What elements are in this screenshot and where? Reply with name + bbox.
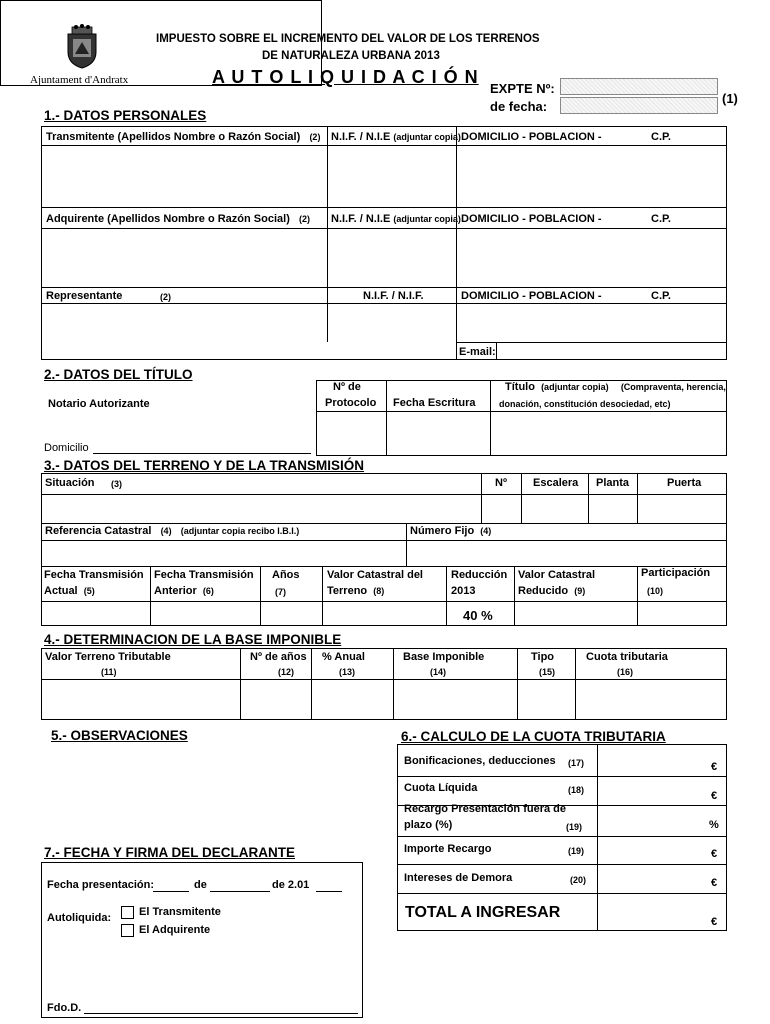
ref-12: (12) [278,667,295,677]
cp-label: C.P. [651,213,671,225]
ref-catastral-input[interactable] [43,542,404,565]
importe-recargo-label: Importe Recargo [404,843,492,855]
ref-16: (16) [617,667,634,677]
fecha-escritura-label: Fecha Escritura [393,397,476,409]
ref-11: (11) [101,667,117,677]
fecha-mes-input[interactable] [211,877,269,890]
ref-17: (17) [568,758,585,768]
fecha-ano-input[interactable] [317,877,341,890]
ref-19b: (19) [568,846,585,856]
representante-ref: (2) [160,292,171,302]
ft-anterior-label-1: Fecha Transmisión [154,569,254,581]
ft-anterior-label-2: Anterior (6) [154,585,214,597]
note-ref-1: (1) [722,91,738,106]
ft-anterior-input[interactable] [152,603,258,625]
transmitente-address-input[interactable] [458,148,725,205]
fdo-label: Fdo.D. [47,1002,82,1014]
protocolo-label-1: Nº de [333,381,361,393]
bonificaciones-label: Bonificaciones, deducciones [404,755,556,767]
domicilio-label: DOMICILIO - POBLACION - [461,213,602,225]
form-subtitle: A U T O L I Q U I D A C I Ó N [212,67,479,87]
section-6-title: 6.- CALCULO DE LA CUOTA TRIBUTARIA [401,729,666,744]
reduccion-label-1: Reducción [451,569,508,581]
adquirente-address-input[interactable] [458,230,725,285]
section-3-title: 3.- DATOS DEL TERRENO Y DE LA TRANSMISIÓN [44,458,365,473]
adquirente-label: Adquirente (Apellidos Nombre o Razón Social) (2) [46,213,311,225]
fecha-label: de fecha: [490,99,548,114]
fecha-escritura-input[interactable] [388,413,488,454]
coat-of-arms-logo [62,24,102,70]
nif-nie-label: N.I.F. / N.I.E (adjuntar copia) [331,131,461,143]
num-anos-label: Nº de años [250,651,307,663]
fecha-presentacion-label: Fecha presentación: [47,879,154,891]
situacion-ref: (3) [111,479,122,489]
situacion-input[interactable] [43,496,479,522]
ref-18: (18) [568,785,585,795]
vc-reducido-label-1: Valor Catastral [518,569,596,581]
pct-anual-label: % Anual [322,651,365,663]
section-2-title: 2.- DATOS DEL TÍTULO [44,367,193,382]
cuota-liquida-label: Cuota Líquida [404,782,478,794]
section-7-title: 7.- FECHA Y FIRMA DEL DECLARANTE [44,845,296,860]
cuota-tributaria-label: Cuota tributaria [586,651,668,663]
total-input[interactable] [599,895,707,930]
representante-nif-input[interactable] [329,305,454,341]
el-transmitente-label: El Transmitente [139,906,221,918]
tipo-input[interactable] [519,681,573,719]
ref-13: (13) [339,667,356,677]
vc-terreno-label-2: Terreno (8) [327,585,385,597]
representante-label: Representante [46,290,123,302]
nif-nif-label: N.I.F. / N.I.F. [363,290,424,302]
bonificaciones-input[interactable] [599,746,707,775]
recargo-label-1: Recargo Presentación fuera de [404,803,567,815]
recargo-pct-input[interactable] [599,807,705,835]
cuota-tributaria-input[interactable] [577,681,725,719]
reduccion-value: 40 % [463,608,493,623]
valor-terreno-tributable-label: Valor Terreno Tributable [45,651,171,663]
valor-terreno-tributable-input[interactable] [43,681,238,719]
titulo-label: Título (adjuntar copia) (Compraventa, herencia, [505,381,726,393]
euro-sign: € [711,877,718,889]
planta-label: Planta [596,477,630,489]
email-label: E-mail: [459,346,496,358]
domicilio-label: DOMICILIO - POBLACION - [461,290,602,302]
de-label: de [194,879,207,891]
participacion-label: Participación [641,567,711,579]
protocolo-label-2: Protocolo [325,397,377,409]
ref-14: (14) [430,667,447,677]
de-year-label: de 2.01 [272,879,310,891]
domicilio-label: DOMICILIO - POBLACION - [461,131,602,143]
transmitente-checkbox[interactable] [121,906,134,919]
representante-name-input[interactable] [43,305,325,341]
titulo-examples: donación, constitución desociedad, etc) [499,399,671,409]
ref-20: (20) [570,875,587,885]
euro-sign: € [711,790,718,802]
anos-label: Años [272,569,300,581]
fecha-dia-input[interactable] [154,877,188,890]
form-title-line1: IMPUESTO SOBRE EL INCREMENTO DEL VALOR DE LOS TERRENOS [156,33,540,45]
notario-domicilio-input[interactable] [95,440,310,453]
el-adquirente-label: El Adquirente [139,924,211,936]
numero-input[interactable] [483,496,519,522]
ft-actual-input[interactable] [43,603,148,625]
escalera-label: Escalera [533,477,579,489]
section-1-title: 1.- DATOS PERSONALES [44,108,207,123]
notario-input[interactable] [44,414,312,438]
titulo-input[interactable] [492,413,725,454]
base-imponible-label: Base Imponible [403,651,485,663]
transmitente-name-input[interactable] [43,148,325,205]
num-anos-input[interactable] [242,681,309,719]
vc-terreno-input[interactable] [324,603,444,625]
expte-input[interactable] [560,78,718,95]
protocolo-input[interactable] [318,413,384,454]
base-imponible-input[interactable] [395,681,515,719]
numero-label: Nº [495,477,507,489]
numero-fijo-label: Número Fijo (4) [410,525,492,537]
situacion-label: Situación [45,477,95,489]
vc-terreno-label-1: Valor Catastral del [327,569,423,581]
vc-reducido-input[interactable] [516,603,635,625]
ft-actual-label-2: Actual (5) [44,585,95,597]
intereses-label: Intereses de Demora [404,872,513,884]
section-4-title: 4.- DETERMINACION DE LA BASE IMPONIBLE [44,632,342,647]
recargo-label-2: plazo (%) [404,819,453,831]
planta-input[interactable] [590,496,635,522]
adquirente-checkbox[interactable] [121,924,134,937]
notario-domicilio-label: Domicilio [44,442,89,454]
section-5-title: 5.- OBSERVACIONES [51,728,188,743]
ft-actual-label-1: Fecha Transmisión [44,569,144,581]
numero-fijo-input[interactable] [408,542,725,565]
transmitente-nif-input[interactable] [329,148,454,205]
tipo-label: Tipo [531,651,555,663]
euro-sign: € [711,848,718,860]
escalera-input[interactable] [523,496,586,522]
percent-sign: % [709,819,719,831]
nif-nie-label: N.I.F. / N.I.E (adjuntar copia) [331,213,461,225]
anos-ref: (7) [275,587,286,597]
fecha-input[interactable] [560,97,718,114]
organization-name: Ajuntament d'Andratx [30,74,129,86]
pct-anual-input[interactable] [313,681,391,719]
cuota-liquida-input[interactable] [599,778,707,804]
puerta-label: Puerta [667,477,702,489]
euro-sign: € [711,916,718,928]
importe-recargo-input[interactable] [599,838,707,863]
reduccion-label-2: 2013 [451,585,476,597]
puerta-input[interactable] [639,496,725,522]
firma-nombre-input[interactable] [86,999,356,1012]
form-title-line2: DE NATURALEZA URBANA 2013 [262,50,440,62]
cp-label: C.P. [651,290,671,302]
representante-address-input[interactable] [458,305,725,341]
notario-label: Notario Autorizante [48,398,150,410]
ref-15: (15) [539,667,556,677]
total-label: TOTAL A INGRESAR [405,904,561,921]
adquirente-name-input[interactable] [43,230,325,285]
ref-19: (19) [566,822,583,832]
participacion-ref: (10) [647,586,664,596]
euro-sign: € [711,761,718,773]
anos-input[interactable] [262,603,320,625]
vc-reducido-label-2: Reducido (9) [518,585,586,597]
participacion-input[interactable] [639,603,725,625]
adquirente-nif-input[interactable] [329,230,454,285]
ref-catastral-label: Referencia Catastral (4) (adjuntar copia recibo I.B.I.) [45,525,300,537]
transmitente-label: Transmitente (Apellidos Nombre o Razón Social) (2) [46,131,321,143]
intereses-input[interactable] [599,866,707,892]
autoliquida-label: Autoliquida: [47,912,112,924]
cp-label: C.P. [651,131,671,143]
email-input[interactable] [498,343,725,359]
expte-label: EXPTE Nº: [490,81,555,96]
